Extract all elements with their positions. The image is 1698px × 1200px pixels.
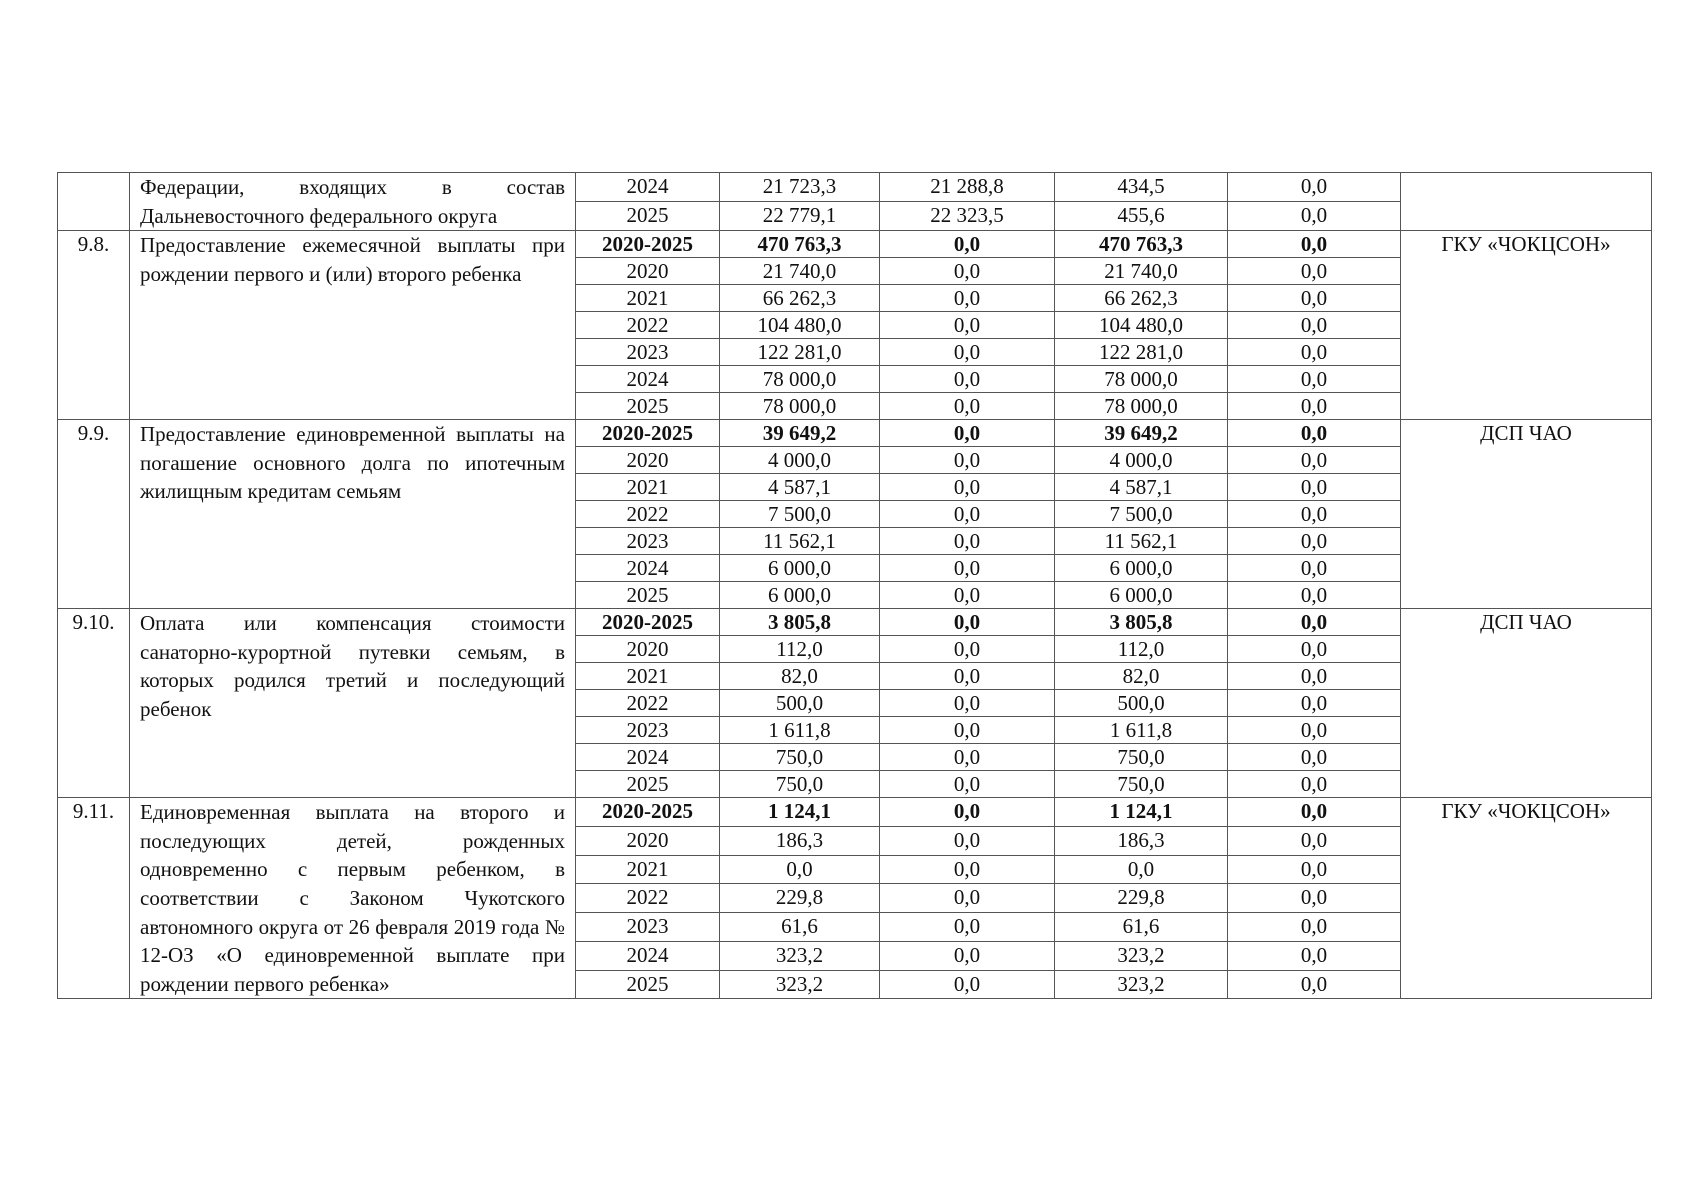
cell-regional: 4 587,1: [1055, 474, 1228, 501]
cell-other: 0,0: [1228, 771, 1401, 798]
cell-federal: 0,0: [880, 970, 1055, 999]
cell-total: 21 723,3: [720, 173, 880, 202]
cell-regional: 78 000,0: [1055, 393, 1228, 420]
cell-period: 2023: [576, 528, 720, 555]
item-description: Предоставление ежемесячной выплаты при рождении первого и (или) второго ребенка: [130, 231, 576, 420]
executor: [1401, 173, 1652, 231]
cell-total: 7 500,0: [720, 501, 880, 528]
cell-regional: 78 000,0: [1055, 366, 1228, 393]
cell-period: 2025: [576, 970, 720, 999]
cell-total: 82,0: [720, 663, 880, 690]
cell-other: 0,0: [1228, 393, 1401, 420]
cell-total: 0,0: [720, 855, 880, 884]
cell-regional: 21 740,0: [1055, 258, 1228, 285]
cell-other: 0,0: [1228, 636, 1401, 663]
cell-total: 1 124,1: [720, 798, 880, 827]
cell-other: 0,0: [1228, 366, 1401, 393]
cell-period: 2024: [576, 744, 720, 771]
cell-period: 2022: [576, 312, 720, 339]
cell-regional: 11 562,1: [1055, 528, 1228, 555]
cell-period: 2025: [576, 582, 720, 609]
cell-other: 0,0: [1228, 420, 1401, 447]
cell-federal: 0,0: [880, 913, 1055, 942]
cell-total: 4 000,0: [720, 447, 880, 474]
cell-regional: 455,6: [1055, 202, 1228, 231]
cell-total: 66 262,3: [720, 285, 880, 312]
cell-period: 2021: [576, 474, 720, 501]
item-description: Предоставление единовременной выплаты на погашение основного долга по ипотечным жилищным кредитам семьям: [130, 420, 576, 609]
cell-federal: 0,0: [880, 393, 1055, 420]
cell-period: 2020: [576, 636, 720, 663]
cell-period: 2021: [576, 285, 720, 312]
cell-total: 323,2: [720, 941, 880, 970]
cell-regional: 6 000,0: [1055, 582, 1228, 609]
cell-other: 0,0: [1228, 528, 1401, 555]
cell-federal: 0,0: [880, 826, 1055, 855]
cell-other: 0,0: [1228, 231, 1401, 258]
cell-regional: 7 500,0: [1055, 501, 1228, 528]
cell-federal: 21 288,8: [880, 173, 1055, 202]
table-row: [58, 231, 1652, 258]
cell-federal: 0,0: [880, 366, 1055, 393]
cell-other: 0,0: [1228, 285, 1401, 312]
cell-regional: 1 611,8: [1055, 717, 1228, 744]
cell-federal: 0,0: [880, 285, 1055, 312]
cell-period: 2024: [576, 366, 720, 393]
table-row: [58, 609, 1652, 636]
cell-period: 2024: [576, 555, 720, 582]
cell-federal: 0,0: [880, 555, 1055, 582]
cell-federal: 22 323,5: [880, 202, 1055, 231]
cell-total: 112,0: [720, 636, 880, 663]
cell-federal: 0,0: [880, 231, 1055, 258]
item-number: 9.10.: [58, 609, 130, 798]
cell-period: 2022: [576, 501, 720, 528]
cell-other: 0,0: [1228, 826, 1401, 855]
cell-federal: 0,0: [880, 855, 1055, 884]
cell-federal: 0,0: [880, 312, 1055, 339]
item-description: Федерации, входящих в состав Дальневосточного федерального округа: [130, 173, 576, 231]
cell-regional: 122 281,0: [1055, 339, 1228, 366]
item-description: Оплата или компенсация стоимости санаторно-курортной путевки семьям, в которых родился третий и последующий ребенок: [130, 609, 576, 798]
cell-regional: 229,8: [1055, 884, 1228, 913]
cell-federal: 0,0: [880, 636, 1055, 663]
cell-period: 2020-2025: [576, 798, 720, 827]
cell-regional: 0,0: [1055, 855, 1228, 884]
cell-total: 229,8: [720, 884, 880, 913]
cell-total: 39 649,2: [720, 420, 880, 447]
cell-federal: 0,0: [880, 258, 1055, 285]
cell-regional: 750,0: [1055, 771, 1228, 798]
cell-federal: 0,0: [880, 447, 1055, 474]
cell-total: 78 000,0: [720, 366, 880, 393]
executor: ГКУ «ЧОКЦСОН»: [1401, 798, 1652, 999]
cell-other: 0,0: [1228, 609, 1401, 636]
executor: ГКУ «ЧОКЦСОН»: [1401, 231, 1652, 420]
cell-regional: 112,0: [1055, 636, 1228, 663]
cell-regional: 82,0: [1055, 663, 1228, 690]
cell-other: 0,0: [1228, 663, 1401, 690]
cell-other: 0,0: [1228, 798, 1401, 827]
cell-regional: 323,2: [1055, 941, 1228, 970]
cell-regional: 66 262,3: [1055, 285, 1228, 312]
cell-total: 4 587,1: [720, 474, 880, 501]
cell-federal: 0,0: [880, 528, 1055, 555]
cell-period: 2025: [576, 771, 720, 798]
cell-period: 2025: [576, 202, 720, 231]
cell-federal: 0,0: [880, 501, 1055, 528]
item-number: 9.9.: [58, 420, 130, 609]
cell-total: 22 779,1: [720, 202, 880, 231]
cell-federal: 0,0: [880, 744, 1055, 771]
cell-total: 470 763,3: [720, 231, 880, 258]
item-number: 9.8.: [58, 231, 130, 420]
cell-period: 2020-2025: [576, 609, 720, 636]
cell-period: 2022: [576, 690, 720, 717]
cell-federal: 0,0: [880, 717, 1055, 744]
cell-federal: 0,0: [880, 582, 1055, 609]
cell-federal: 0,0: [880, 609, 1055, 636]
cell-other: 0,0: [1228, 855, 1401, 884]
cell-other: 0,0: [1228, 913, 1401, 942]
cell-period: 2020-2025: [576, 420, 720, 447]
cell-total: 61,6: [720, 913, 880, 942]
cell-total: 104 480,0: [720, 312, 880, 339]
cell-federal: 0,0: [880, 798, 1055, 827]
cell-regional: 750,0: [1055, 744, 1228, 771]
cell-total: 6 000,0: [720, 555, 880, 582]
cell-other: 0,0: [1228, 884, 1401, 913]
cell-federal: 0,0: [880, 941, 1055, 970]
cell-other: 0,0: [1228, 447, 1401, 474]
item-number: 9.11.: [58, 798, 130, 999]
cell-period: 2024: [576, 173, 720, 202]
cell-regional: 323,2: [1055, 970, 1228, 999]
cell-regional: 4 000,0: [1055, 447, 1228, 474]
cell-regional: 3 805,8: [1055, 609, 1228, 636]
cell-total: 323,2: [720, 970, 880, 999]
cell-total: 500,0: [720, 690, 880, 717]
cell-regional: 61,6: [1055, 913, 1228, 942]
cell-regional: 470 763,3: [1055, 231, 1228, 258]
cell-period: 2023: [576, 717, 720, 744]
cell-total: 122 281,0: [720, 339, 880, 366]
cell-regional: 39 649,2: [1055, 420, 1228, 447]
cell-other: 0,0: [1228, 970, 1401, 999]
cell-other: 0,0: [1228, 941, 1401, 970]
cell-other: 0,0: [1228, 717, 1401, 744]
cell-federal: 0,0: [880, 771, 1055, 798]
executor: ДСП ЧАО: [1401, 420, 1652, 609]
cell-period: 2024: [576, 941, 720, 970]
cell-total: 21 740,0: [720, 258, 880, 285]
cell-period: 2020: [576, 447, 720, 474]
item-number: [58, 173, 130, 231]
cell-period: 2022: [576, 884, 720, 913]
cell-other: 0,0: [1228, 258, 1401, 285]
cell-other: 0,0: [1228, 202, 1401, 231]
cell-other: 0,0: [1228, 173, 1401, 202]
table-row: [58, 420, 1652, 447]
cell-period: 2025: [576, 393, 720, 420]
cell-federal: 0,0: [880, 474, 1055, 501]
cell-total: 186,3: [720, 826, 880, 855]
cell-other: 0,0: [1228, 501, 1401, 528]
cell-federal: 0,0: [880, 690, 1055, 717]
cell-other: 0,0: [1228, 690, 1401, 717]
cell-total: 78 000,0: [720, 393, 880, 420]
cell-period: 2020: [576, 826, 720, 855]
cell-period: 2020: [576, 258, 720, 285]
cell-regional: 1 124,1: [1055, 798, 1228, 827]
table-row: [58, 173, 1652, 202]
cell-period: 2021: [576, 855, 720, 884]
cell-other: 0,0: [1228, 312, 1401, 339]
cell-period: 2023: [576, 339, 720, 366]
cell-regional: 434,5: [1055, 173, 1228, 202]
cell-total: 750,0: [720, 744, 880, 771]
cell-other: 0,0: [1228, 474, 1401, 501]
cell-total: 6 000,0: [720, 582, 880, 609]
cell-period: 2021: [576, 663, 720, 690]
cell-federal: 0,0: [880, 339, 1055, 366]
cell-period: 2023: [576, 913, 720, 942]
cell-other: 0,0: [1228, 555, 1401, 582]
table-body: [58, 173, 1652, 999]
cell-regional: 104 480,0: [1055, 312, 1228, 339]
program-funding-table: [57, 172, 1652, 999]
cell-other: 0,0: [1228, 339, 1401, 366]
table-row: [58, 798, 1652, 827]
cell-federal: 0,0: [880, 663, 1055, 690]
cell-total: 3 805,8: [720, 609, 880, 636]
cell-federal: 0,0: [880, 884, 1055, 913]
item-description: Единовременная выплата на второго и последующих детей, рожденных одновременно с первым ребенком, в соответствии с Законом Чукотского автономного округа от 26 февраля 2019 года № 12-ОЗ «О единовременной выплате при рождении первого ребенка»: [130, 798, 576, 999]
cell-regional: 6 000,0: [1055, 555, 1228, 582]
cell-regional: 500,0: [1055, 690, 1228, 717]
executor: ДСП ЧАО: [1401, 609, 1652, 798]
cell-regional: 186,3: [1055, 826, 1228, 855]
cell-other: 0,0: [1228, 744, 1401, 771]
cell-other: 0,0: [1228, 582, 1401, 609]
cell-total: 750,0: [720, 771, 880, 798]
cell-federal: 0,0: [880, 420, 1055, 447]
cell-period: 2020-2025: [576, 231, 720, 258]
cell-total: 1 611,8: [720, 717, 880, 744]
cell-total: 11 562,1: [720, 528, 880, 555]
